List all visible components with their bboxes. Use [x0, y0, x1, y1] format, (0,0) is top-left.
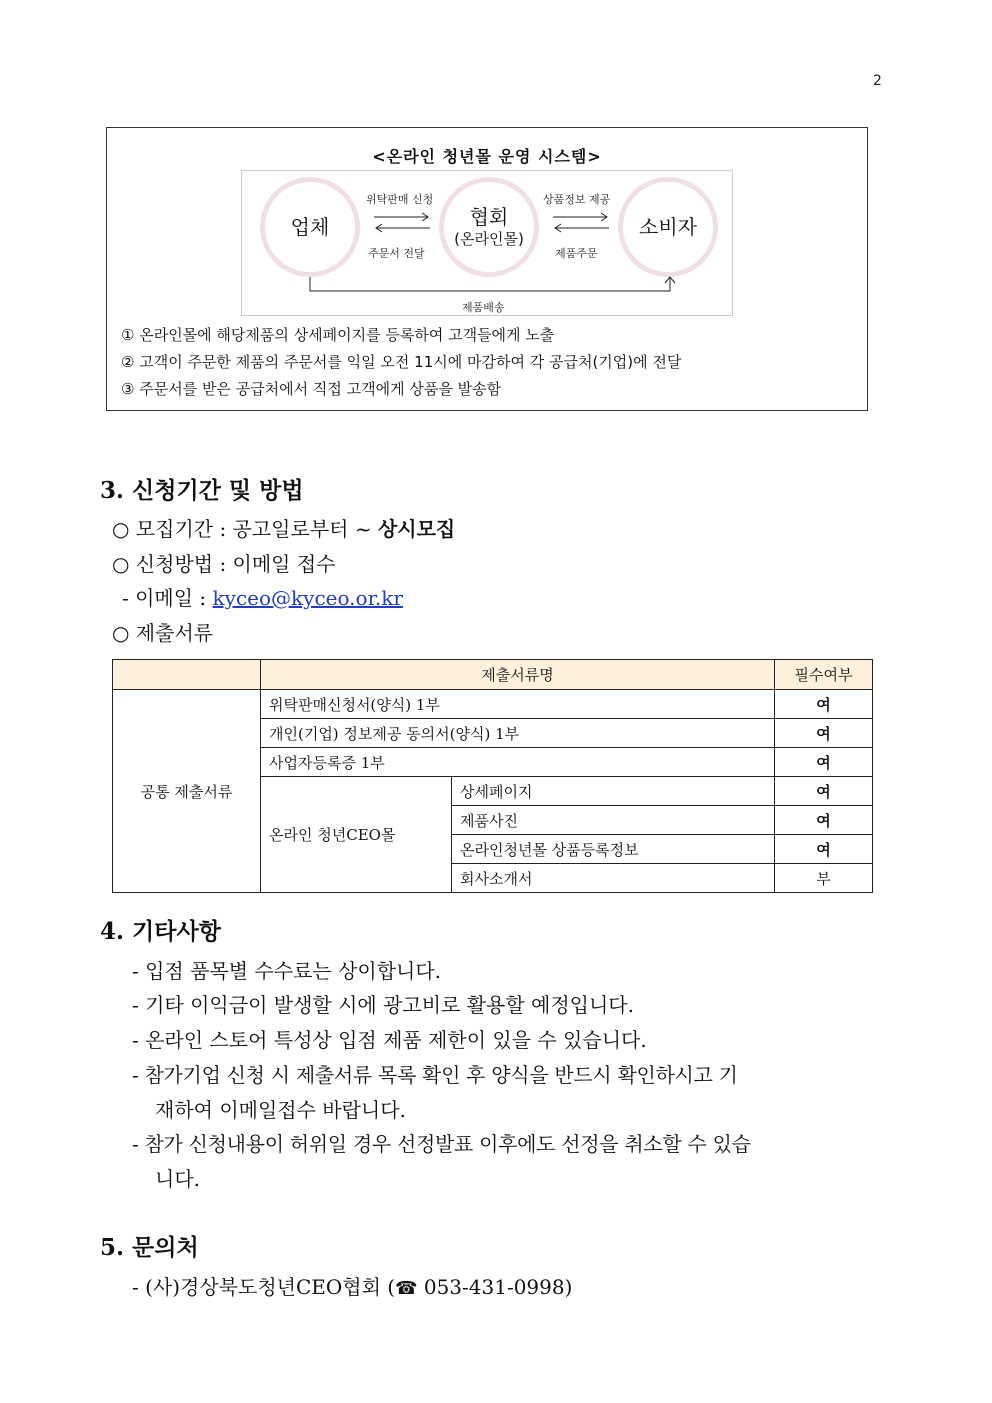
step-1: ① 온라인몰에 해당제품의 상세페이지를 등록하여 고객들에게 노출	[121, 326, 555, 344]
note-5: - 참가 신청내용이 허위일 경우 선정발표 이후에도 선정을 취소할 수 있습	[132, 1132, 751, 1156]
sub-doc-required: 여	[775, 777, 873, 806]
consumer-node	[618, 177, 718, 277]
note-2: - 기타 이익금이 발생할 시에 광고비로 활용할 예정입니다.	[132, 993, 634, 1017]
doc-name: 개인(기업) 정보제공 동의서(양식) 1부	[261, 719, 775, 748]
group-cell: 공통 제출서류	[113, 690, 261, 893]
association-label: 협회	[469, 204, 509, 229]
process-steps	[121, 322, 681, 403]
sub-doc-name: 상세페이지	[452, 777, 775, 806]
note-4-cont: 재하여 이메일접수 바랍니다.	[155, 1098, 406, 1122]
apply-method: ○ 신청방법 : 이메일 접수	[112, 552, 336, 576]
shipping-label: 제품배송	[462, 301, 505, 314]
recruit-period	[112, 513, 455, 542]
order-delivery-label: 주문서 전달	[368, 247, 425, 260]
documents-table	[112, 659, 873, 893]
section5-heading: 5. 문의처	[100, 1234, 199, 1261]
product-order-label: 제품주문	[555, 247, 598, 260]
doc-required: 여	[775, 719, 873, 748]
doc-name: 사업자등록증 1부	[261, 748, 775, 777]
association-sub-label: (온라인몰)	[454, 229, 524, 248]
note-1: - 입점 품목별 수수료는 상이합니다.	[132, 959, 442, 983]
contact-prefix: - (사)경상북도청년CEO협회 (	[132, 1275, 396, 1299]
contact-line	[132, 1271, 572, 1300]
exchange-arrows-right	[551, 207, 611, 237]
table-header-row	[113, 660, 873, 690]
recruit-period-value: 상시모집	[377, 517, 456, 541]
table-header-name: 제출서류명	[261, 660, 775, 690]
product-info-label: 상품정보 제공	[543, 193, 611, 206]
table-header-blank	[113, 660, 261, 690]
note-5-cont: 니다.	[155, 1167, 200, 1191]
doc-required: 여	[775, 748, 873, 777]
email-link[interactable]: kyceo@kyceo.or.kr	[212, 586, 403, 610]
sub-doc-required: 부	[775, 864, 873, 893]
association-node	[439, 177, 539, 277]
section3-heading: 3. 신청기간 및 방법	[100, 477, 304, 504]
email-line	[122, 582, 403, 611]
page-number: 2	[873, 73, 882, 89]
table-row	[113, 690, 873, 719]
flow-diagram	[241, 170, 733, 316]
documents-label: ○ 제출서류	[112, 621, 214, 645]
sub-doc-name: 온라인청년몰 상품등록정보	[452, 835, 775, 864]
sub-doc-name: 회사소개서	[452, 864, 775, 893]
note-4: - 참가기업 신청 시 제출서류 목록 확인 후 양식을 반드시 확인하시고 기	[132, 1063, 738, 1087]
vendor-node	[260, 177, 360, 277]
sub-doc-required: 여	[775, 835, 873, 864]
exchange-arrows-left	[372, 207, 432, 237]
system-box	[106, 127, 868, 411]
table-header-required: 필수여부	[775, 660, 873, 690]
section4-heading: 4. 기타사항	[100, 918, 221, 945]
note-3: - 온라인 스토어 특성상 입점 제품 제한이 있을 수 있습니다.	[132, 1028, 647, 1052]
sub-doc-required: 여	[775, 806, 873, 835]
system-title: <온라인 청년몰 운영 시스템>	[372, 147, 602, 166]
email-label: - 이메일 :	[122, 586, 213, 610]
shipping-arrow	[308, 275, 678, 297]
step-3: ③ 주문서를 받은 공급처에서 직접 고객에게 상품을 발송함	[121, 380, 502, 398]
doc-name: 위탁판매신청서(양식) 1부	[261, 690, 775, 719]
telephone-icon: ☎	[395, 1278, 418, 1299]
subgroup-cell: 온라인 청년CEO몰	[261, 777, 452, 893]
doc-required: 여	[775, 690, 873, 719]
consign-request-label: 위탁판매 신청	[366, 193, 434, 206]
sub-doc-name: 제품사진	[452, 806, 775, 835]
consumer-label: 소비자	[639, 215, 697, 239]
step-2: ② 고객이 주문한 제품의 주문서를 익일 오전 11시에 마감하여 각 공급처(기업)에 전달	[121, 353, 682, 371]
contact-suffix: )	[564, 1275, 573, 1299]
contact-phone: 053-431-0998	[423, 1275, 565, 1299]
vendor-label: 업체	[290, 215, 330, 239]
recruit-period-label: ○ 모집기간 : 공고일로부터 ~	[112, 517, 378, 541]
